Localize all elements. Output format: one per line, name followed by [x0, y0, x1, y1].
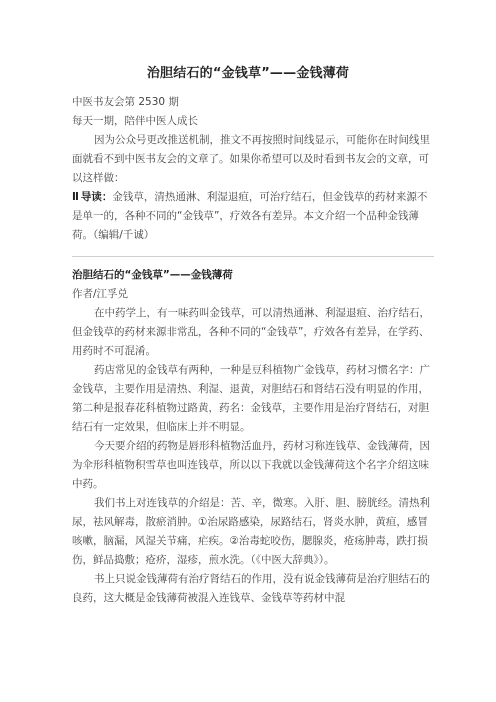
intro-section: [72, 93, 434, 245]
main-body: [72, 266, 434, 608]
guide-label: 导读：: [80, 191, 113, 203]
guide-mark-icon: Ⅱ: [72, 191, 79, 203]
slogan: 每天一期，陪伴中医人成长: [72, 115, 198, 127]
body-paragraph: 我们书上对连钱草的介绍是：苦、辛，微寒。入肝、胆、膀胱经。清热利尿，祛风解毒，散瘀消肿。①治尿路感染，尿路结石，肾炎水肿，黄疸，感冒咳嗽，脑漏，风湿关节痛，疟疾。②治毒蛇咬伤，腮腺炎，疮疡肿毒，跌打损伤，鲜品捣敷；疮疥，湿疹，煎水洗。（《中医大辞典》）。: [72, 497, 430, 566]
body-paragraph: 药店常见的金钱草有两种，一种是豆科植物广金钱草，药材习惯名字：广金钱草，主要作用是清热、利湿、退黄，对胆结石和肾结石没有明显的作用，第二种是报春花科植物过路黄，药名：金钱草，主要作用是治疗肾结石，对胆结石有一定效果，但临床上并不明显。: [72, 364, 430, 433]
section-divider: [72, 256, 434, 257]
body-paragraph: 书上只说金钱薄荷有治疗肾结石的作用，没有说金钱薄荷是治疗胆结石的良药，这大概是金钱薄荷被混入连钱草、金钱草等药材中混: [72, 573, 430, 604]
body-paragraph: 在中药学上，有一味药叫金钱草，可以清热通淋、利湿退疸、治疗结石，但金钱草的药材来源非常乱，各种不同的“金钱草”，疗效各有差异，在学药、用药时不可混淆。: [72, 307, 430, 357]
notice-paragraph: 因为公众号更改推送机制，推文不再按照时间线显示，可能你在时间线里面就看不到中医书友会的文章了。如果你希望可以及时看到书友会的文章，可以这样做：: [72, 134, 430, 184]
guide-text: 金钱草，清热通淋、利湿退疸，可治疗结石，但金钱草的药材来源不是单一的，各种不同的“金钱草”，疗效各有差异。本文介绍一个品种金钱薄荷。（编辑/千诚）: [72, 191, 428, 241]
body-paragraph: 今天要介绍的药物是唇形科植物活血丹，药材习称连钱草、金钱薄荷，因为伞形科植物积雪草也叫连钱草，所以以下我就以金钱薄荷这个名字介绍这味中药。: [72, 440, 430, 490]
author-line: 作者/江孚兑: [72, 288, 129, 300]
body-subtitle: 治胆结石的“金钱草”——金钱薄荷: [72, 269, 233, 281]
guide-paragraph: [72, 188, 434, 245]
article-title: 治胆结石的“金钱草”——金钱薄荷: [146, 66, 350, 81]
issue-number: 中医书友会第 2530 期: [72, 96, 179, 108]
